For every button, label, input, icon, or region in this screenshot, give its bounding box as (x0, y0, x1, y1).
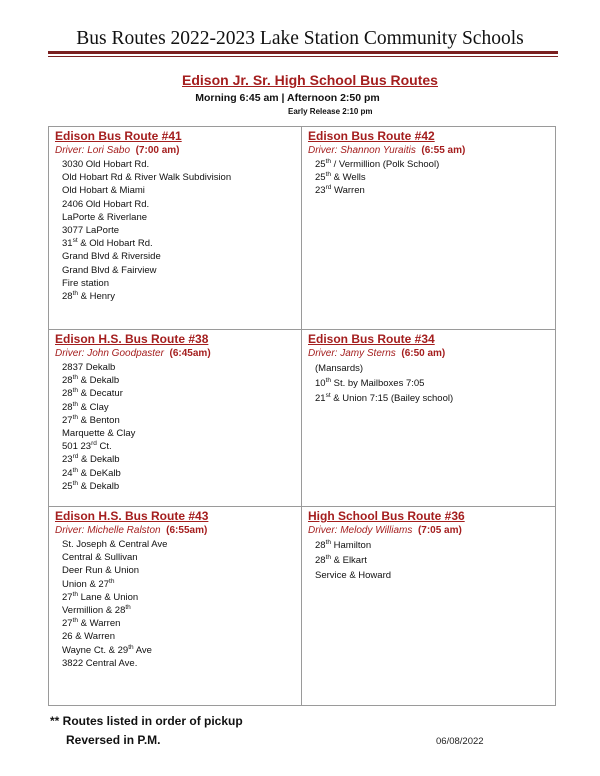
title-rule-thick (48, 51, 558, 54)
route-cell (49, 507, 302, 705)
stop-item: 27th Lane & Union (62, 590, 139, 603)
stop-item: 23rd & Dekalb (62, 453, 120, 466)
driver-line (55, 524, 301, 538)
stop-item: 21st & Union 7:15 (Bailey school) (315, 391, 454, 404)
stop-item: 28th & Elkart (315, 553, 367, 566)
stop-item: St. Joseph & Central Ave (62, 539, 168, 550)
stop-item: 24th & DeKalb (62, 466, 121, 479)
stop-item: Grand Blvd & Riverside (62, 251, 161, 263)
route-cell (49, 330, 302, 507)
footnote-order: ** Routes listed in order of pickup (50, 714, 243, 728)
stop-item: 25th / Vermillion (Polk School) (315, 157, 440, 170)
document-title: Bus Routes 2022-2023 Lake Station Community Schools (76, 28, 524, 49)
route-cell (302, 507, 555, 705)
driver-line (308, 144, 555, 158)
stop-item: 3822 Central Ave. (62, 657, 138, 669)
driver-name: Driver: Lori Sabo (55, 145, 131, 156)
driver-name: Driver: Melody Williams (308, 525, 413, 536)
stop-item: 27th & Benton (62, 413, 120, 426)
stop-item: 31st & Old Hobart Rd. (62, 237, 153, 250)
stop-item: (Mansards) (315, 363, 364, 374)
stop-item: 26 & Warren (62, 631, 115, 643)
stop-list (308, 158, 555, 198)
route-cell (302, 127, 555, 330)
pickup-time: (7:00 am) (135, 145, 180, 156)
driver-line (55, 144, 301, 158)
title-rule-thin (48, 56, 558, 57)
school-title: Edison Jr. Sr. High School Bus Routes (182, 72, 438, 88)
stop-item: 28th & Clay (62, 400, 109, 413)
driver-name: Driver: Shannon Yuraitis (308, 145, 416, 156)
route-title: Edison H.S. Bus Route #43 (55, 509, 209, 523)
stop-item: Vermillion & 28th (62, 603, 131, 617)
stop-item: 25th & Wells (315, 171, 366, 184)
stop-item: 27th & Warren (62, 617, 121, 630)
driver-name: Driver: Jamy Sterns (308, 348, 396, 359)
pickup-time: (6:50 am) (401, 348, 446, 359)
stop-item: 28th & Henry (62, 289, 115, 303)
school-times: Morning 6:45 am | Afternoon 2:50 pm (195, 92, 380, 104)
pickup-time: (6:45am) (169, 348, 211, 359)
stop-list (55, 158, 301, 303)
stop-item: 2837 Dekalb (62, 362, 116, 373)
driver-line (308, 347, 555, 361)
stop-item: 501 23rd Ct. (62, 440, 112, 453)
stop-item: 2406 Old Hobart Rd. (62, 198, 150, 210)
stop-list (55, 361, 301, 493)
route-cell (49, 127, 302, 330)
footnote-reversed: Reversed in P.M. (66, 733, 161, 747)
stop-item: 3030 Old Hobart Rd. (62, 159, 150, 170)
stop-item: Marquette & Clay (62, 428, 136, 440)
pickup-time: (7:05 am) (417, 525, 462, 536)
driver-name: Driver: Michelle Ralston (55, 525, 161, 536)
route-title: Edison Bus Route #34 (308, 332, 435, 346)
stop-item: Old Hobart Rd & River Walk Subdivision (62, 172, 232, 184)
stop-item: LaPorte & Riverlane (62, 211, 148, 223)
stop-list (55, 538, 301, 670)
pickup-time: (6:55 am) (421, 145, 466, 156)
stop-item: Central & Sullivan (62, 552, 138, 564)
stop-item: 28th & Decatur (62, 387, 123, 400)
stop-item: Union & 27th (62, 577, 115, 590)
stop-list (308, 361, 555, 406)
stop-item: 28th Hamilton (315, 538, 372, 551)
stop-item: 28th & Dekalb (62, 374, 120, 387)
stop-item: Grand Blvd & Fairview (62, 264, 157, 276)
stop-item: 3077 LaPorte (62, 225, 120, 237)
stop-item: 23rd Warren (315, 184, 365, 197)
driver-name: Driver: John Goodpaster (55, 348, 164, 359)
route-title: Edison H.S. Bus Route #38 (55, 332, 209, 346)
driver-line (308, 524, 555, 538)
stop-item: 25th & Dekalb (62, 479, 120, 492)
stop-item: Deer Run & Union (62, 565, 140, 577)
route-cell (302, 330, 555, 507)
document-date: 06/08/2022 (436, 736, 484, 747)
stop-list (308, 538, 555, 583)
pickup-time: (6:55am) (166, 525, 208, 536)
route-title: Edison Bus Route #42 (308, 129, 435, 143)
stop-item: Wayne Ct. & 29th Ave (62, 643, 152, 656)
stop-item: Old Hobart & Miami (62, 185, 145, 197)
routes-table (48, 126, 556, 706)
route-title: Edison Bus Route #41 (55, 129, 182, 143)
early-release: Early Release 2:10 pm (288, 107, 373, 116)
stop-item: Service & Howard (315, 570, 392, 581)
stop-item: Fire station (62, 277, 109, 289)
driver-line (55, 347, 301, 361)
route-title: High School Bus Route #36 (308, 509, 465, 523)
stop-item: 10th St. by Mailboxes 7:05 (315, 376, 425, 389)
